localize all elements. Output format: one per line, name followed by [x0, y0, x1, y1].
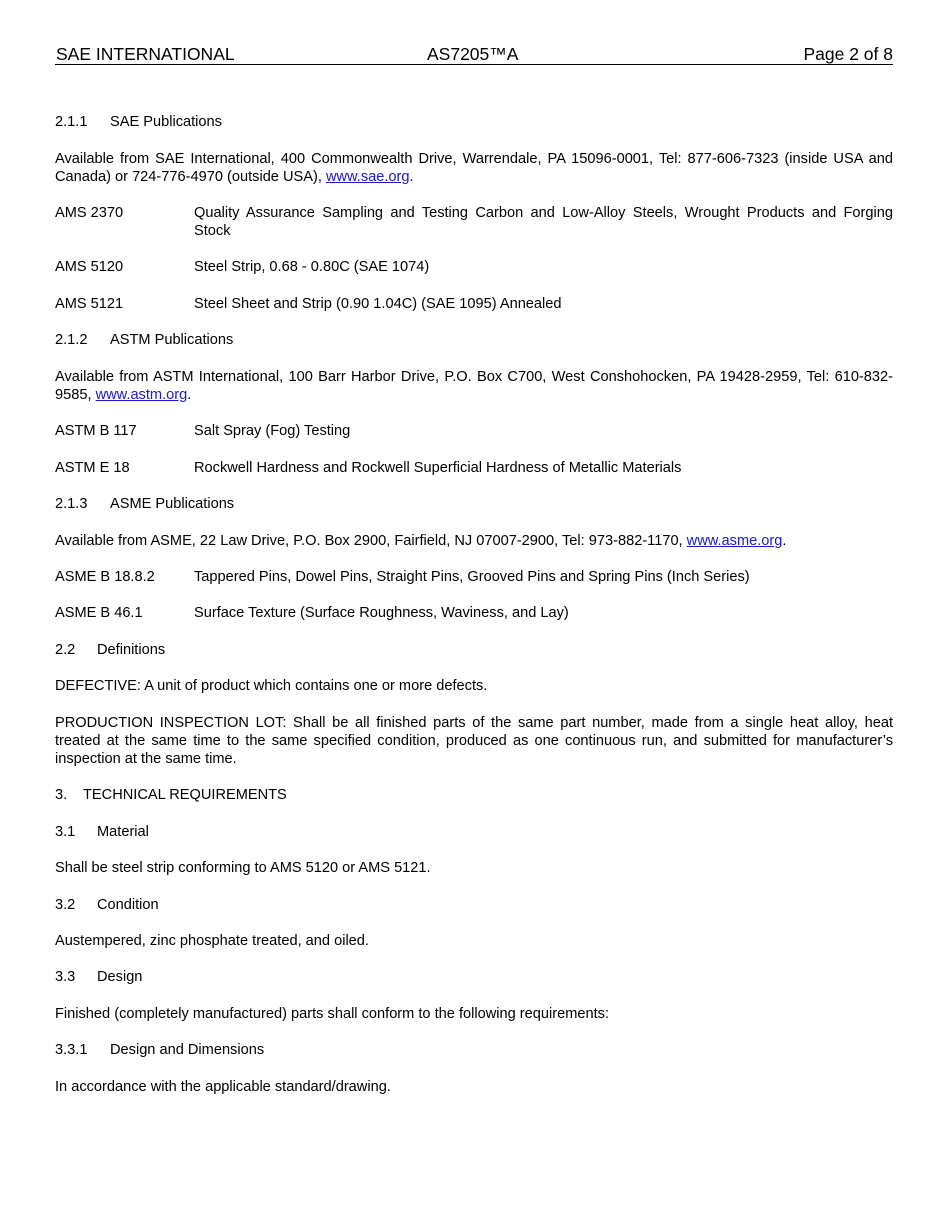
design-dimensions-text: In accordance with the applicable standard/drawing. — [55, 1079, 391, 1095]
heading-3-3 — [55, 968, 142, 986]
reference-code: AMS 2370 — [55, 205, 124, 221]
reference-code: AMS 5121 — [55, 296, 124, 312]
section-number: 3. — [55, 787, 68, 803]
availability-end: . — [187, 387, 192, 403]
sae-availability-paragraph — [55, 150, 893, 186]
section-title: Condition — [97, 897, 159, 913]
heading-3-3-1 — [55, 1041, 264, 1059]
reference-code: ASTM E 18 — [55, 460, 130, 476]
heading-2-2 — [55, 641, 165, 659]
availability-text: Available from ASME, 22 Law Drive, P.O. Box 2900, Fairfield, NJ 07007-2900, Tel: 973-882-1170, — [55, 533, 687, 549]
section-title: TECHNICAL REQUIREMENTS — [83, 787, 287, 803]
section-number: 3.1 — [55, 824, 76, 840]
header-doc-id: AS7205™A — [427, 44, 519, 64]
section-number: 3.3.1 — [55, 1042, 88, 1058]
availability-text: Available from ASTM International, 100 Barr Harbor Drive, P.O. Box C700, West Conshohocken, PA 19428-2959, Tel: 610-832-9585, — [55, 369, 893, 403]
definition-production-lot: PRODUCTION INSPECTION LOT: Shall be all finished parts of the same part number, made from a single heat alloy, heat treated at the same time to the same specified condition, produced as one continuous run, and submitted for manufacturer’s inspection at the same time. — [55, 715, 893, 767]
definition-defective: DEFECTIVE: A unit of product which contains one or more defects. — [55, 678, 488, 694]
asme-availability-paragraph — [55, 532, 786, 550]
heading-3 — [55, 786, 287, 804]
section-title: ASTM Publications — [110, 332, 234, 348]
section-title: ASME Publications — [110, 496, 235, 512]
reference-code: ASME B 18.8.2 — [55, 569, 155, 585]
availability-end: . — [409, 169, 414, 185]
section-number: 2.1.2 — [55, 332, 88, 348]
header-org: SAE INTERNATIONAL — [56, 44, 235, 64]
condition-text: Austempered, zinc phosphate treated, and oiled. — [55, 933, 369, 949]
section-number: 3.3 — [55, 969, 76, 985]
heading-2-1-3 — [55, 495, 234, 513]
design-text: Finished (completely manufactured) parts shall conform to the following requirements: — [55, 1006, 610, 1022]
reference-code: AMS 5120 — [55, 259, 124, 275]
reference-code: ASTM B 117 — [55, 423, 137, 439]
section-title: Definitions — [97, 642, 166, 658]
section-number: 2.2 — [55, 642, 76, 658]
section-title: Material — [97, 824, 149, 840]
availability-end: . — [782, 533, 787, 549]
sae-website-link[interactable]: www.sae.org — [325, 169, 410, 185]
availability-text: Available from SAE International, 400 Commonwealth Drive, Warrendale, PA 15096-0001, Tel: 877-606-7323 (inside USA and Canada) or 724-776-4970 (outside USA), — [55, 151, 893, 185]
section-title: SAE Publications — [110, 114, 222, 130]
reference-title: Tappered Pins, Dowel Pins, Straight Pins, Grooved Pins and Spring Pins (Inch Series) — [194, 569, 750, 585]
page-header — [55, 44, 893, 65]
reference-title: Steel Sheet and Strip (0.90 1.04C) (SAE 1095) Annealed — [194, 296, 562, 312]
heading-2-1-1 — [55, 113, 222, 131]
section-title: Design — [97, 969, 143, 985]
section-number: 2.1.1 — [55, 114, 88, 130]
astm-availability-paragraph — [55, 368, 893, 404]
heading-3-2 — [55, 896, 159, 914]
reference-title: Rockwell Hardness and Rockwell Superficial Hardness of Metallic Materials — [194, 460, 682, 476]
section-title: Design and Dimensions — [110, 1042, 265, 1058]
section-number: 3.2 — [55, 897, 76, 913]
heading-3-1 — [55, 823, 149, 841]
reference-title: Salt Spray (Fog) Testing — [194, 423, 351, 439]
reference-title: Surface Texture (Surface Roughness, Waviness, and Lay) — [194, 605, 569, 621]
header-page-number: Page 2 of 8 — [803, 44, 893, 64]
reference-title: Steel Strip, 0.68 - 0.80C (SAE 1074) — [194, 259, 430, 275]
material-text: Shall be steel strip conforming to AMS 5120 or AMS 5121. — [55, 860, 431, 876]
reference-title: Quality Assurance Sampling and Testing Carbon and Low-Alloy Steels, Wrought Products and Forging Stock — [194, 205, 893, 239]
asme-website-link[interactable]: www.asme.org — [686, 533, 783, 549]
section-number: 2.1.3 — [55, 496, 88, 512]
reference-code: ASME B 46.1 — [55, 605, 143, 621]
heading-2-1-2 — [55, 331, 233, 349]
astm-website-link[interactable]: www.astm.org — [95, 387, 188, 403]
